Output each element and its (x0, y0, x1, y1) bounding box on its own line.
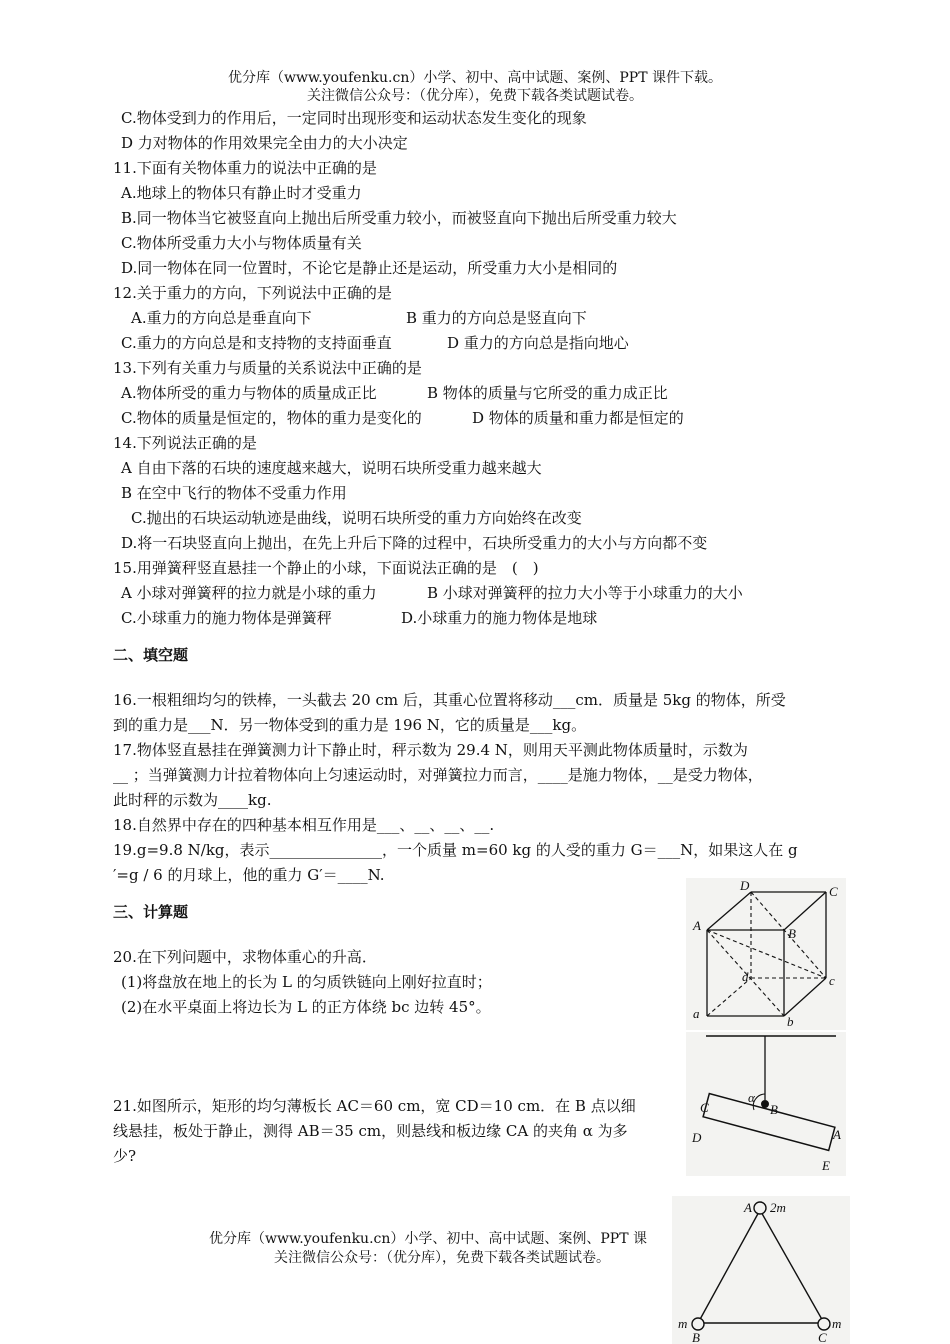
q13-stem: 13.下列有关重力与质量的关系说法中正确的是 (113, 359, 422, 377)
q12-stem: 12.关于重力的方向，下列说法中正确的是 (113, 284, 392, 302)
section-fill-in-title: 二、填空题 (113, 646, 189, 664)
plate-label-alpha: α (748, 1090, 755, 1105)
q14-option-b: B 在空中飞行的物体不受重力作用 (121, 484, 347, 502)
q17-line-3: 此时秤的示数为____kg. (113, 791, 272, 809)
q15-option-a: A 小球对弹簧秤的拉力就是小球的重力 (121, 584, 377, 602)
q17-line-1: 17.物体竖直悬挂在弹簧测力计下静止时，秤示数为 29.4 N，则用天平测此物体质量时，示数为 (113, 741, 748, 759)
q21-line-2: 线悬挂，板处于静止，测得 AB＝35 cm，则悬线和板边缘 CA 的夹角 α 为多 (113, 1122, 628, 1140)
cube-figure (686, 878, 846, 1030)
q13-option-d: D 物体的质量和重力都是恒定的 (472, 409, 684, 427)
q15-stem: 15.用弹簧秤竖直悬挂一个静止的小球，下面说法正确的是 ( ) (113, 559, 539, 577)
q19-line-2: ′=g / 6 的月球上，他的重力 G′＝____N. (113, 866, 385, 884)
q16-line-2: 到的重力是___N．另一物体受到的重力是 196 N，它的质量是___kg。 (113, 716, 587, 734)
plate-label-B: B (770, 1102, 778, 1117)
q10-option-d: D 力对物体的作用效果完全由力的大小决定 (121, 134, 408, 152)
q21-line-3: 少? (113, 1147, 137, 1165)
q13-option-a: A.物体所受的重力与物体的质量成正比 (121, 384, 377, 402)
q16-line-1: 16.一根粗细均匀的铁棒，一头截去 20 cm 后，其重心位置将移动___cm．质量是 5kg 的物体，所受 (113, 691, 786, 709)
section-calc-title: 三、计算题 (113, 903, 189, 921)
q15-option-b: B 小球对弹簧秤的拉力大小等于小球重力的大小 (427, 584, 743, 602)
footer-line-1: 优分库（www.youfenku.cn）小学、初中、高中试题、案例、PPT 课 (209, 1231, 648, 1247)
header-line-2: 关注微信公众号：（优分库），免费下载各类试题试卷。 (307, 88, 643, 104)
cube-label-c: c (829, 973, 835, 988)
q13-option-b: B 物体的质量与它所受的重力成正比 (427, 384, 668, 402)
cube-label-D: D (740, 878, 750, 893)
cube-label-b: b (787, 1014, 794, 1029)
cube-label-C: C (829, 884, 838, 899)
q20-part-2: (2)在水平桌面上将边长为 L 的正方体绕 bc 边转 45°。 (121, 998, 491, 1016)
q14-option-a: A 自由下落的石块的速度越来越大，说明石块所受重力越来越大 (121, 459, 542, 477)
plate-label-E: E (822, 1158, 830, 1173)
plate-label-C: C (700, 1100, 709, 1115)
cube-label-B: B (788, 926, 796, 941)
q18: 18.自然界中存在的四种基本相互作用是___、__、__、__. (113, 816, 495, 834)
q14-stem: 14.下列说法正确的是 (113, 434, 257, 452)
cube-label-d: d (742, 969, 749, 984)
q12-option-a: A.重力的方向总是垂直向下 (131, 309, 312, 327)
plate-figure (686, 1032, 846, 1176)
triangle-label-mB: m (678, 1316, 688, 1331)
triangle-label-B: B (692, 1330, 700, 1344)
header-line-1: 优分库（www.youfenku.cn）小学、初中、高中试题、案例、PPT 课件下载。 (227, 70, 722, 86)
q17-line-2: __ ；当弹簧测力计拉着物体向上匀速运动时，对弹簧拉力而言，____是施力物体，__是受力物体， (113, 766, 763, 784)
q12-option-d: D 重力的方向总是指向地心 (447, 334, 629, 352)
triangle-label-A: A (744, 1200, 752, 1215)
footer-line-2: 关注微信公众号：（优分库），免费下载各类试题试卷。 (274, 1250, 610, 1266)
q13-option-c: C.物体的质量是恒定的，物体的重力是变化的 (121, 409, 422, 427)
q12-option-b: B 重力的方向总是竖直向下 (406, 309, 587, 327)
q11-option-a: A.地球上的物体只有静止时才受重力 (121, 184, 362, 202)
triangle-label-mC: m (832, 1316, 842, 1331)
cube-label-A: A (693, 918, 701, 933)
q14-option-d: D.将一石块竖直向上抛出，在先上升后下降的过程中，石块所受重力的大小与方向都不变 (121, 534, 708, 552)
q11-option-d: D.同一物体在同一位置时，不论它是静止还是运动，所受重力大小是相同的 (121, 259, 618, 277)
q21-line-1: 21.如图所示，矩形的均匀薄板长 AC＝60 cm，宽 CD＝10 cm．在 B 点以细 (113, 1097, 636, 1115)
q15-option-d: D.小球重力的施力物体是地球 (401, 609, 598, 627)
q20-stem: 20.在下列问题中，求物体重心的升高． (113, 948, 377, 966)
q15-option-c: C.小球重力的施力物体是弹簧秤 (121, 609, 332, 627)
q12-option-c: C.重力的方向总是和支持物的支持面垂直 (121, 334, 392, 352)
plate-label-A: A (833, 1127, 841, 1142)
triangle-label-C: C (818, 1330, 827, 1344)
triangle-figure (672, 1196, 850, 1344)
plate-label-D: D (692, 1130, 702, 1145)
q11-stem: 11.下面有关物体重力的说法中正确的是 (113, 159, 377, 177)
q14-option-c: C.抛出的石块运动轨迹是曲线，说明石块所受的重力方向始终在改变 (131, 509, 582, 527)
cube-label-a: a (693, 1006, 700, 1021)
q10-option-c: C.物体受到力的作用后，一定同时出现形变和运动状态发生变化的现象 (121, 109, 587, 127)
q19-line-1: 19.g=9.8 N/kg，表示_______________，一个质量 m=60 kg 的人受的重力 G＝___N，如果这人在 g (113, 841, 798, 859)
triangle-label-2m: 2m (770, 1200, 786, 1215)
q11-option-b: B.同一物体当它被竖直向上抛出后所受重力较小，而被竖直向下抛出后所受重力较大 (121, 209, 677, 227)
q11-option-c: C.物体所受重力大小与物体质量有关 (121, 234, 362, 252)
q20-part-1: (1)将盘放在地上的长为 L 的匀质铁链向上刚好拉直时； (121, 973, 492, 991)
